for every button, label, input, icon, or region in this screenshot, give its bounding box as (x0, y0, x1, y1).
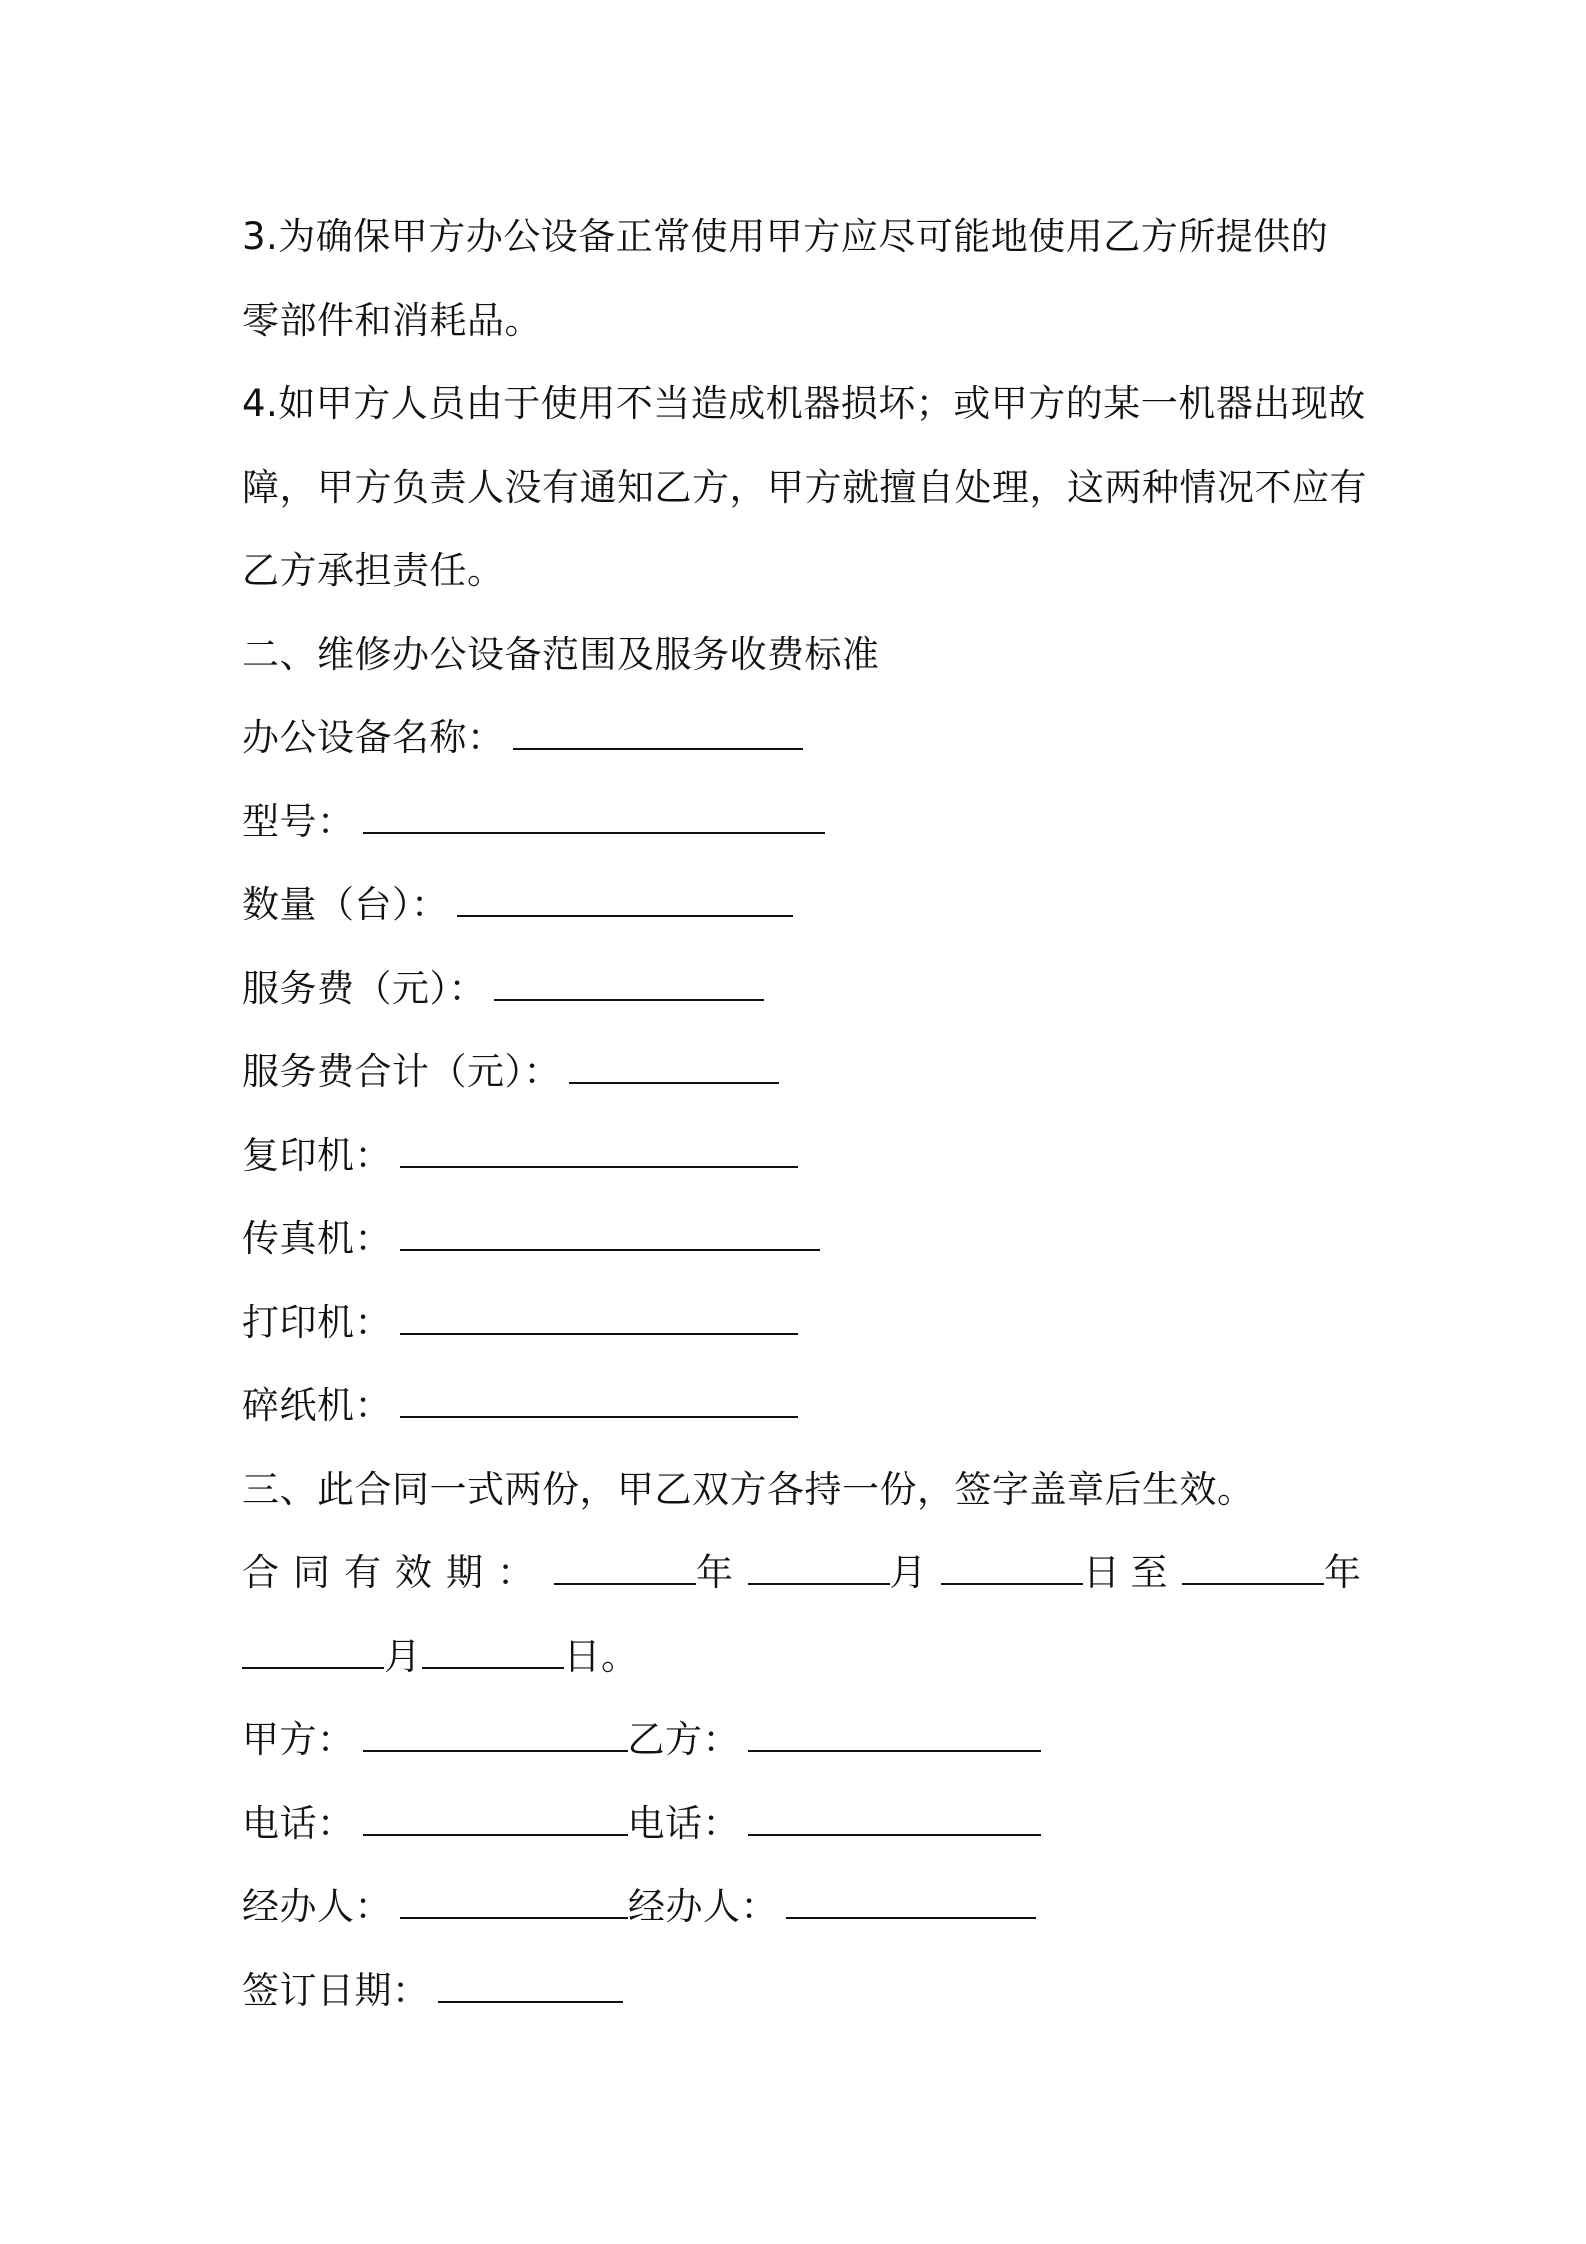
clause-4-line-3: 乙方承担责任。 (242, 549, 505, 592)
month-label-2: 月 (384, 1634, 422, 1678)
sign-date-line (242, 1949, 1352, 2033)
field-label: 传真机： (242, 1217, 392, 1260)
clause-3-line-2: 零部件和消耗品。 (242, 298, 542, 342)
end-day-blank[interactable] (422, 1633, 564, 1669)
clause-4-line-1: 4.如甲方人员由于使用不当造成机器损坏；或甲方的某一机器出现故 (242, 382, 1366, 425)
year-label: 年 (696, 1551, 734, 1594)
to-label: 至 (1130, 1551, 1168, 1594)
phone-b-label: 电话： (627, 1801, 740, 1845)
equipment-name-blank[interactable] (513, 714, 803, 750)
printer-blank[interactable] (400, 1299, 798, 1335)
party-a-label: 甲方： (242, 1718, 355, 1761)
contract-page (242, 195, 1367, 2032)
field-label: 办公设备名称： (242, 716, 505, 759)
quantity-blank[interactable] (457, 881, 793, 917)
validity-line-2 (242, 1615, 1352, 1699)
field-label: 服务费合计（元）： (242, 1050, 561, 1093)
service-fee-total-blank[interactable] (569, 1048, 779, 1084)
phone-b-blank[interactable] (748, 1800, 1041, 1836)
field-printer (242, 1281, 1352, 1365)
field-label: 碎纸机： (242, 1384, 392, 1427)
field-label: 打印机： (242, 1300, 392, 1344)
month-label: 月 (889, 1551, 927, 1594)
party-line (242, 1698, 1352, 1782)
field-fax (242, 1197, 1352, 1281)
party-a-blank[interactable] (363, 1716, 628, 1752)
end-year-blank[interactable] (1182, 1549, 1324, 1585)
field-quantity (242, 863, 1352, 947)
year-label-2: 年 (1324, 1551, 1362, 1594)
sign-date-blank[interactable] (438, 1967, 623, 2003)
field-label: 复印机： (242, 1133, 392, 1177)
field-model (242, 780, 1352, 864)
section-3-heading: 三、此合同一式两份，甲乙双方各持一份，签字盖章后生效。 (242, 1467, 1255, 1511)
start-day-blank[interactable] (941, 1549, 1083, 1585)
start-year-blank[interactable] (554, 1549, 696, 1585)
field-copier (242, 1114, 1352, 1198)
agent-a-blank[interactable] (400, 1883, 628, 1919)
field-service-fee-total (242, 1030, 1352, 1114)
clause-4-line-2: 障，甲方负责人没有通知乙方，甲方就擅自处理，这两种情况不应有 (242, 465, 1367, 509)
copier-blank[interactable] (400, 1132, 798, 1168)
field-equipment-name (242, 696, 1352, 780)
section-2-heading: 二、维修办公设备范围及服务收费标准 (242, 632, 880, 676)
model-blank[interactable] (363, 798, 825, 834)
party-b-blank[interactable] (748, 1716, 1041, 1752)
validity-line-1 (242, 1531, 1362, 1615)
validity-label: 合同有效期： (242, 1551, 548, 1594)
clause-3-line-1: 3.为确保甲方办公设备正常使用甲方应尽可能地使用乙方所提供的 (242, 215, 1329, 258)
field-label: 数量（台）： (242, 883, 449, 926)
sign-date-label: 签订日期： (242, 1968, 430, 2012)
agent-line (242, 1865, 1352, 1949)
phone-a-label: 电话： (242, 1801, 355, 1845)
end-day-label: 日。 (563, 1634, 639, 1678)
phone-line (242, 1782, 1352, 1866)
field-service-fee (242, 947, 1352, 1031)
field-label: 型号： (242, 799, 355, 843)
phone-a-blank[interactable] (363, 1800, 628, 1836)
shredder-blank[interactable] (400, 1382, 798, 1418)
field-shredder (242, 1364, 1352, 1448)
service-fee-blank[interactable] (494, 965, 764, 1001)
agent-a-label: 经办人： (242, 1885, 392, 1928)
agent-b-blank[interactable] (786, 1883, 1036, 1919)
day-label: 日 (1083, 1551, 1121, 1594)
party-b-label: 乙方： (627, 1718, 740, 1761)
agent-b-label: 经办人： (628, 1885, 778, 1928)
fax-blank[interactable] (400, 1215, 820, 1251)
field-label: 服务费（元）： (242, 966, 486, 1010)
end-month-blank[interactable] (242, 1633, 384, 1669)
start-month-blank[interactable] (748, 1549, 890, 1585)
